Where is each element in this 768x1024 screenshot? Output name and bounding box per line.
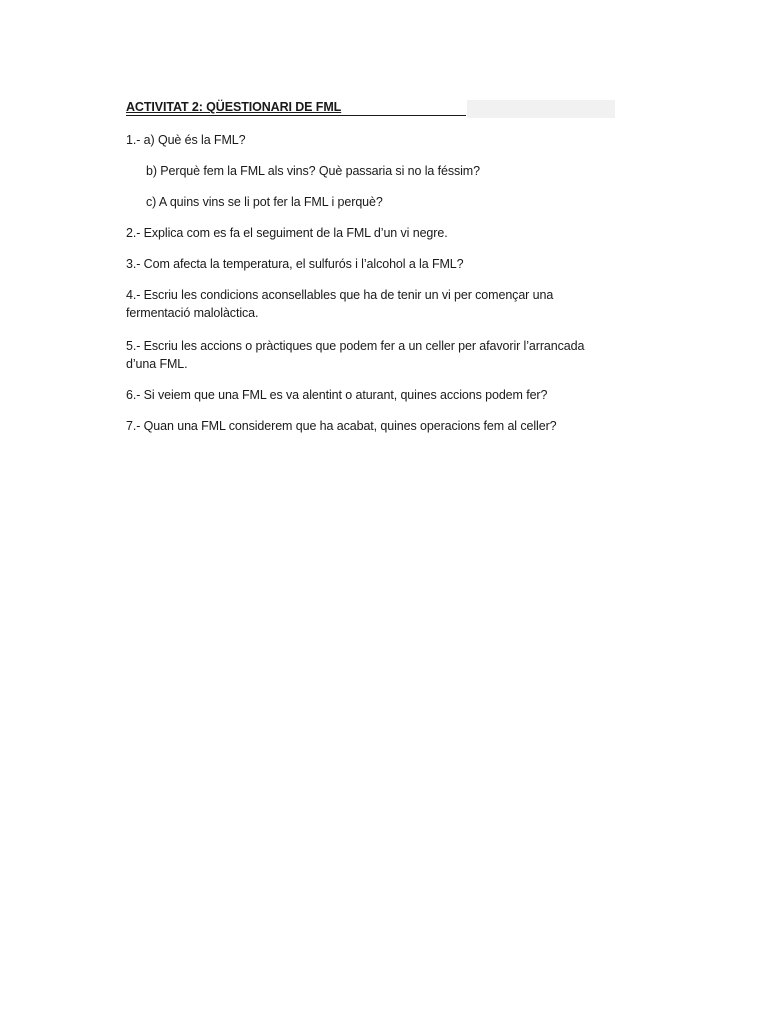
question-1c: c) A quins vins se li pot fer la FML i perquè? [146,195,383,209]
question-3: 3.- Com afecta la temperatura, el sulfurós i l’alcohol a la FML? [126,257,464,271]
question-4-line2: fermentació malolàctica. [126,306,259,320]
question-4-line1: 4.- Escriu les condicions aconsellables que ha de tenir un vi per començar una [126,288,554,302]
question-7: 7.- Quan una FML considerem que ha acabat, quines operacions fem al celler? [126,419,557,433]
title-underline [126,115,466,116]
question-6: 6.- Si veiem que una FML es va alentint o aturant, quines accions podem fer? [126,388,548,402]
question-5-line1: 5.- Escriu les accions o pràctiques que podem fer a un celler per afavorir l’arrancada [126,339,585,353]
question-5-line2: d’una FML. [126,357,188,371]
question-1b: b) Perquè fem la FML als vins? Què passaria si no la féssim? [146,164,480,178]
title-row [126,100,616,120]
question-1a: 1.- a) Què és la FML? [126,133,246,147]
question-2: 2.- Explica com es fa el seguiment de la FML d’un vi negre. [126,226,448,240]
redacted-box [467,100,615,118]
document-title: ACTIVITAT 2: QÜESTIONARI DE FML [126,100,342,114]
